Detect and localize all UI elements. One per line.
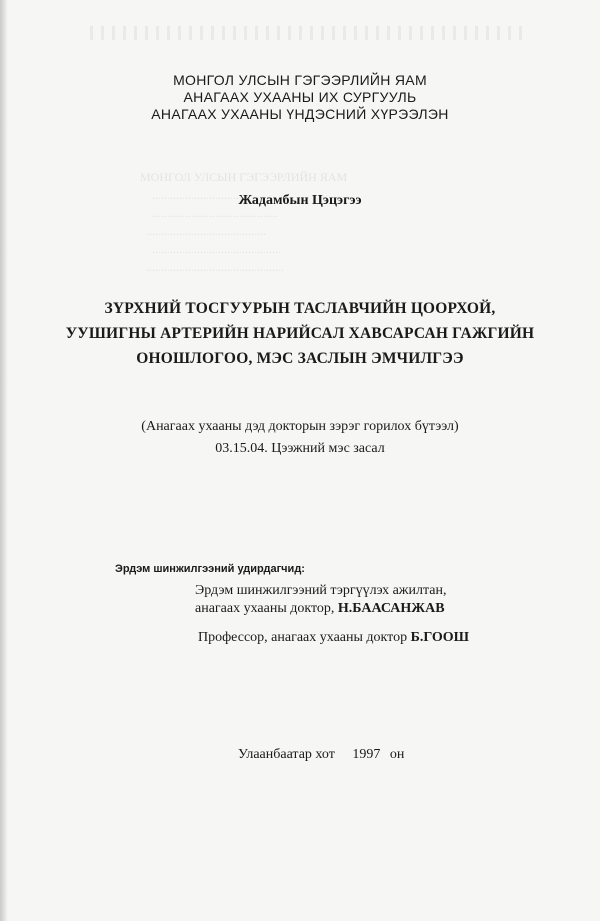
- place-and-year: [238, 747, 404, 763]
- title-line-2: УУШИГНЫ АРТЕРИЙН НАРИЙСАЛ ХАВСАРСАН ГАЖГИЙН: [65, 325, 535, 342]
- institution-header: [0, 72, 600, 123]
- university-name: АНАГААХ УХААНЫ ИХ СУРГУУЛЬ: [183, 89, 417, 105]
- ministry-name: МОНГОЛ УЛСЫН ГЭГЭЭРЛИЙН ЯАМ: [173, 72, 427, 88]
- supervisor-1-role-line-2: [195, 600, 446, 618]
- scan-noise: [90, 26, 530, 40]
- supervisor-2-name: Б.ГООШ: [410, 630, 470, 645]
- degree-info: [0, 416, 600, 460]
- title-line-3: ОНОШЛОГОО, МЭС ЗАСЛЫН ЭМЧИЛГЭЭ: [136, 350, 464, 367]
- title-line-1: ЗҮРХНИЙ ТОСГУУРЫН ТАСЛАВЧИЙН ЦООРХОЙ,: [104, 300, 496, 317]
- page-edge-shadow: [0, 0, 8, 921]
- supervisors-label: Эрдэм шинжилгээний удирдагчид:: [115, 563, 305, 575]
- supervisor-1-role-line-1: Эрдэм шинжилгээний тэргүүлэх ажилтан,: [195, 583, 447, 598]
- thesis-title: [0, 296, 600, 371]
- year-suffix: он: [389, 747, 405, 762]
- supervisor-2: [198, 630, 469, 646]
- supervisor-1: [195, 582, 446, 618]
- year: 1997: [352, 747, 381, 762]
- supervisor-1-degree: анагаах ухааны доктор,: [195, 601, 335, 616]
- city-name: Улаанбаатар хот: [238, 747, 335, 762]
- supervisor-1-name: Н.БААСАНЖАВ: [337, 601, 445, 616]
- institute-name: АНАГААХ УХААНЫ ҮНДЭСНИЙ ХҮРЭЭЛЭН: [151, 106, 449, 122]
- bleed-through-text: МОНГОЛ УЛСЫН ГЭГЭЭРЛИЙН ЯАМ ............................................ .......................................... ........................................ ........................................... ..............................................: [140, 170, 348, 274]
- specialty-code: 03.15.04. Цээжний мэс засал: [215, 441, 385, 456]
- author-name: Жадамбын Цэцэгээ: [238, 193, 362, 208]
- supervisor-2-role: Профессор, анагаах ухааны доктор: [198, 630, 408, 645]
- degree-note: (Анагаах ухааны дэд докторын зэрэг горилох бүтээл): [141, 419, 459, 434]
